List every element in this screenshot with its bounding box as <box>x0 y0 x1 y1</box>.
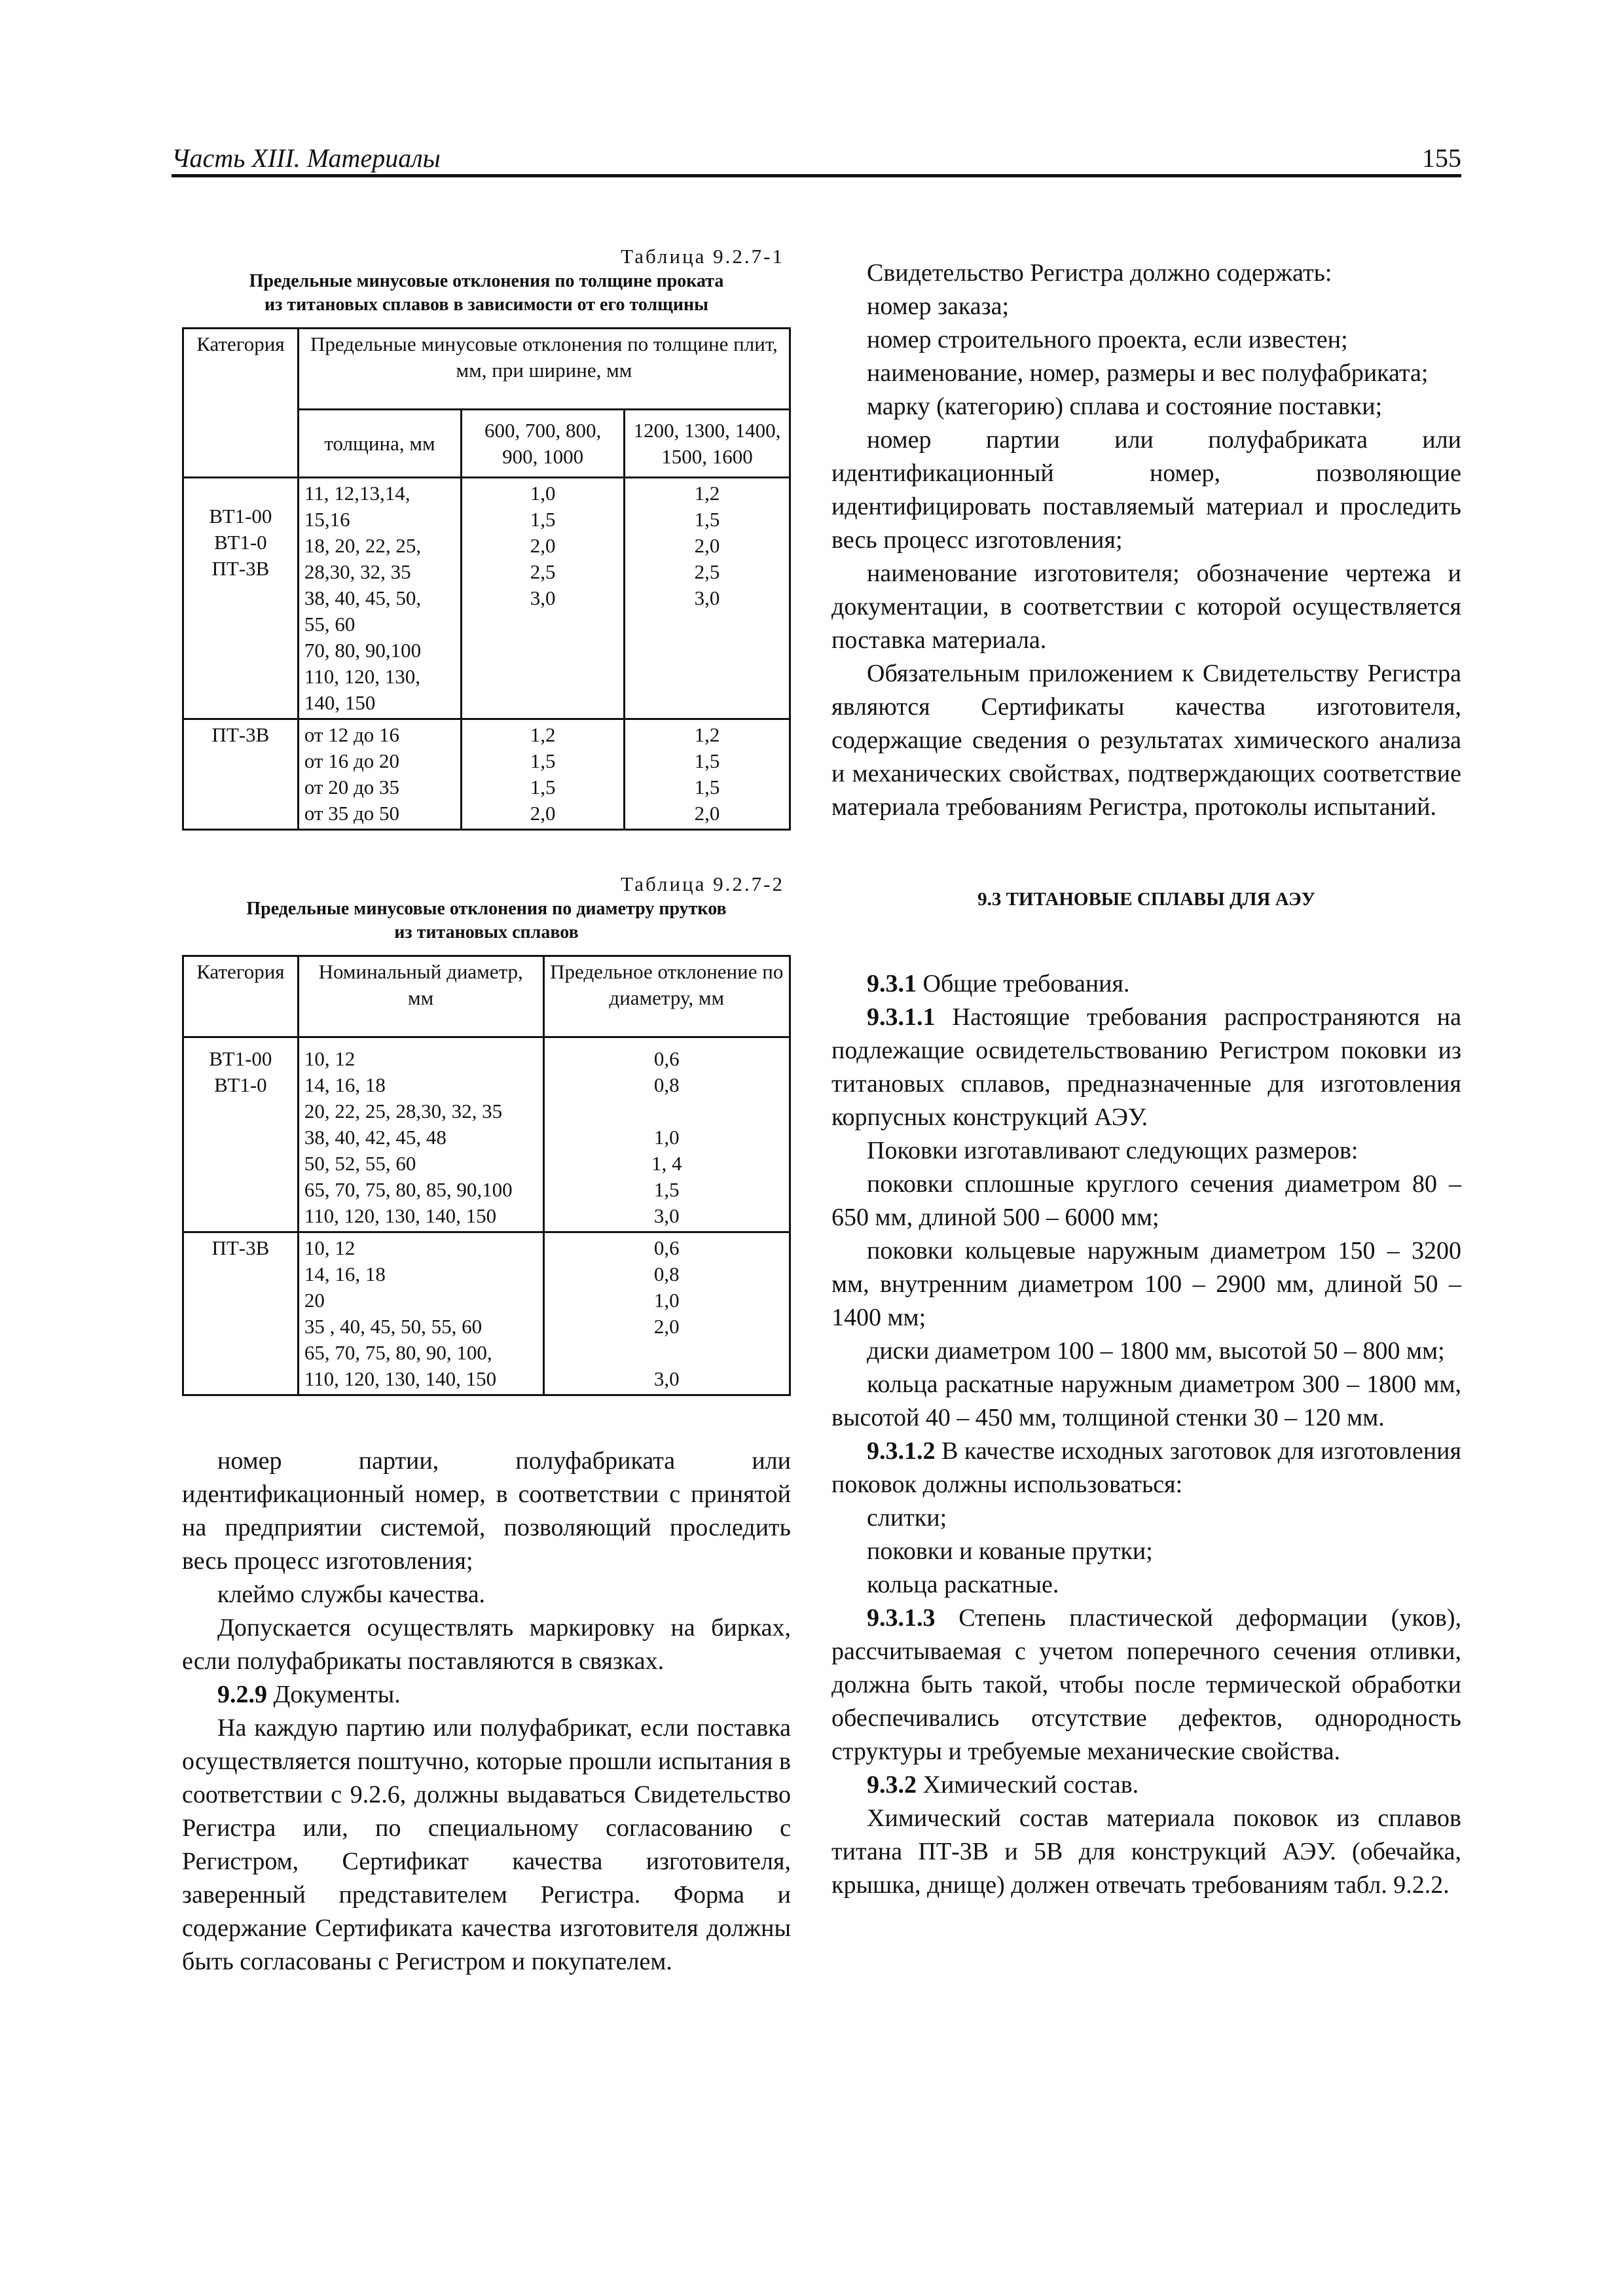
right-paragraph-16: кольца раскатные. <box>867 1571 1059 1598</box>
page-number: 155 <box>1422 143 1461 173</box>
table1-header-empty <box>183 410 299 478</box>
right-paragraph-12: диски диаметром 100 – 1800 мм, высотой 50 – 800 мм; <box>867 1337 1445 1365</box>
section-9-3-1-2-text: В качестве исходных заготовок для изготовления поковок должны использоваться: <box>831 1437 1461 1498</box>
table2-header-diameter: Номинальный диаметр, мм <box>298 956 543 1037</box>
table1-header-width2: 1200, 1300, 1400, 1500, 1600 <box>625 410 790 478</box>
right-paragraph-4: наименование, номер, размеры и вес полуфабриката; <box>867 359 1429 387</box>
right-paragraph-9: Поковки изготавливают следующих размеров: <box>867 1137 1359 1164</box>
table1-g2-width1: 1,2 1,5 1,5 2,0 <box>462 719 625 830</box>
section-9-3-1-title: Общие требования. <box>917 970 1130 997</box>
table1-header-category: Категория <box>183 329 299 410</box>
table1-header-width1: 600, 700, 800, 900, 1000 <box>462 410 625 478</box>
section-9-3-1-2 <box>831 1435 1461 1501</box>
section-9-3-1-number: 9.3.1 <box>867 970 917 997</box>
table2-row-group1 <box>183 1037 790 1232</box>
section-9-3-heading: 9.3 ТИТАНОВЫЕ СПЛАВЫ ДЛЯ АЭУ <box>977 889 1315 910</box>
right-paragraph-8: Обязательным приложением к Свидетельству Регистра являются Сертификаты качества изготовителя, содержащие сведения о результатах химического анализа и механических свойствах, подтверждающих соответствие материала требованиям Регистра, протоколы испытаний. <box>831 660 1461 821</box>
running-header <box>172 143 1461 177</box>
table2-caption: Таблица 9.2.7-2 <box>621 872 784 895</box>
section-9-3-2-title: Химический состав. <box>917 1771 1139 1799</box>
table2-g1-deviation: 0,6 0,8 1,0 1, 4 1,5 3,0 <box>543 1037 790 1232</box>
table1-subtitle-line2: из титановых сплавов в зависимости от его толщины <box>264 295 708 315</box>
right-paragraph-3: номер строительного проекта, если известен; <box>867 326 1348 353</box>
right-paragraph-13: кольца раскатные наружным диаметром 300 – 1800 мм, высотой 40 – 450 мм, толщиной стенки 30 – 120 мм. <box>831 1371 1461 1431</box>
table1-row-group2 <box>183 719 790 830</box>
right-paragraph-10: поковки сплошные круглого сечения диаметром 80 – 650 мм, длиной 500 – 6000 мм; <box>831 1170 1461 1231</box>
table2-row-group2 <box>183 1232 790 1395</box>
table2-g2-category: ПТ-3В <box>183 1232 299 1395</box>
table2-g1-diameter: 10, 12 14, 16, 18 20, 22, 25, 28,30, 32, 35 38, 40, 42, 45, 48 50, 52, 55, 60 65, 70, 75, 80, 85, 90,100 110, 120, 130, 140, 150 <box>298 1037 543 1232</box>
section-9-3-1-1 <box>831 1001 1461 1134</box>
section-9-3-1-3-number: 9.3.1.3 <box>867 1604 936 1632</box>
right-paragraph-15: поковки и кованые прутки; <box>867 1537 1153 1565</box>
table1-g2-category: ПТ-3В <box>183 719 299 830</box>
table2-g2-diameter: 10, 12 14, 16, 18 20 35 , 40, 45, 50, 55, 60 65, 70, 75, 80, 90, 100, 110, 120, 130, 140, 150 <box>298 1232 543 1395</box>
table1-header-thickness: толщина, мм <box>298 410 461 478</box>
table1-g1-width2: 1,2 1,5 2,0 2,5 3,0 <box>625 478 790 719</box>
section-9-3-1-1-number: 9.3.1.1 <box>867 1003 936 1031</box>
right-paragraph-1: Свидетельство Регистра должно содержать: <box>867 259 1332 287</box>
section-9-3-1-heading <box>831 967 1461 1001</box>
table1-g1-category: ВТ1-00 ВТ1-0 ПТ-3В <box>183 478 299 719</box>
table1-row-group1 <box>183 478 790 719</box>
right-paragraph-11: поковки кольцевые наружным диаметром 150 – 3200 мм, внутренним диаметром 100 – 2900 мм, длиной 50 – 1400 мм; <box>831 1237 1461 1331</box>
header-rule <box>172 174 1461 177</box>
table2-subtitle-line1: Предельные минусовые отклонения по диаметру прутков <box>246 899 727 919</box>
left-paragraph-3: Допускается осуществлять маркировку на бирках, если полуфабрикаты поставляются в связках. <box>182 1614 791 1675</box>
section-9-2-9-number: 9.2.9 <box>217 1681 267 1708</box>
section-9-2-9-title: Документы. <box>267 1681 401 1708</box>
table1-header-group: Предельные минусовые отклонения по толщине плит, мм, при ширине, мм <box>298 329 790 410</box>
section-9-3-1-3-text: Степень пластической деформации (уков), рассчитываемая с учетом поперечного сечения отливки, должна быть такой, чтобы после термической обработки обеспечивались отсутствие дефектов, однородность структуры и требуемые механические свойства. <box>831 1604 1461 1765</box>
left-column <box>182 243 791 1979</box>
right-paragraph-7: наименование изготовителя; обозначение чертежа и документации, в соответствии с которой осуществляется поставка материала. <box>831 560 1461 654</box>
right-column <box>831 257 1461 1902</box>
table1-caption: Таблица 9.2.7-1 <box>621 245 784 268</box>
right-paragraph-5: марку (категорию) сплава и состояние поставки; <box>867 393 1383 420</box>
section-9-2-9-heading <box>182 1678 791 1712</box>
table1-g1-width1: 1,0 1,5 2,0 2,5 3,0 <box>462 478 625 719</box>
table1-g2-width2: 1,2 1,5 1,5 2,0 <box>625 719 790 830</box>
part-title: Часть XIII. Материалы <box>172 143 441 173</box>
section-9-3-2-number: 9.3.2 <box>867 1771 917 1799</box>
right-paragraph-2: номер заказа; <box>867 293 1010 320</box>
right-paragraph-6: номер партии или полуфабриката или идентификационный номер, позволяющие идентифицировать поставляемый материал и проследить весь процесс изготовления; <box>831 426 1461 554</box>
table-9-2-7-2 <box>182 955 791 1396</box>
table2-g1-category: ВТ1-00 ВТ1-0 <box>183 1037 299 1232</box>
section-9-3-1-2-number: 9.3.1.2 <box>867 1437 936 1465</box>
right-paragraph-17: Химический состав материала поковок из сплавов титана ПТ-3В и 5В для конструкций АЭУ. (обечайка, крышка, днище) должен отвечать требованиям табл. 9.2.2. <box>831 1804 1461 1899</box>
section-9-3-1-3 <box>831 1602 1461 1768</box>
left-paragraph-5: На каждую партию или полуфабрикат, если поставка осуществляется поштучно, которые прошли испытания в соответствии с 9.2.6, должны выдаваться Свидетельство Регистра или, по специальному согласованию с Регистром, Сертификат качества изготовителя, заверенный представителем Регистра. Форма и содержание Сертификата качества изготовителя должны быть согласованы с Регистром и покупателем. <box>182 1714 791 1975</box>
table2-subtitle-line2: из титановых сплавов <box>394 922 579 942</box>
table2-g2-deviation: 0,6 0,8 1,0 2,0 3,0 <box>543 1232 790 1395</box>
left-paragraph-1: номер партии, полуфабриката или идентификационный номер, в соответствии с принятой на предприятии системой, позволяющий проследить весь процесс изготовления; <box>182 1447 791 1575</box>
table1-g1-thickness: 11, 12,13,14, 15,16 18, 20, 22, 25, 28,30, 32, 35 38, 40, 45, 50, 55, 60 70, 80, 90,100 110, 120, 130, 140, 150 <box>298 478 461 719</box>
section-9-3-2-heading <box>831 1768 1461 1802</box>
table2-header-category: Категория <box>183 956 299 1037</box>
left-paragraph-2: клеймо службы качества. <box>217 1581 486 1608</box>
table1-subtitle-line1: Предельные минусовые отклонения по толщине проката <box>249 271 724 291</box>
table2-header-deviation: Предельное отклонение по диаметру, мм <box>543 956 790 1037</box>
right-paragraph-14: слитки; <box>867 1504 947 1532</box>
table-9-2-7-1 <box>182 327 791 831</box>
table1-g2-thickness: от 12 до 16 от 16 до 20 от 20 до 35 от 35 до 50 <box>298 719 461 830</box>
section-9-3-1-1-text: Настоящие требования распространяются на подлежащие освидетельствованию Регистром поковки из титановых сплавов, предназначенные для изготовления корпусных конструкций АЭУ. <box>831 1003 1461 1131</box>
